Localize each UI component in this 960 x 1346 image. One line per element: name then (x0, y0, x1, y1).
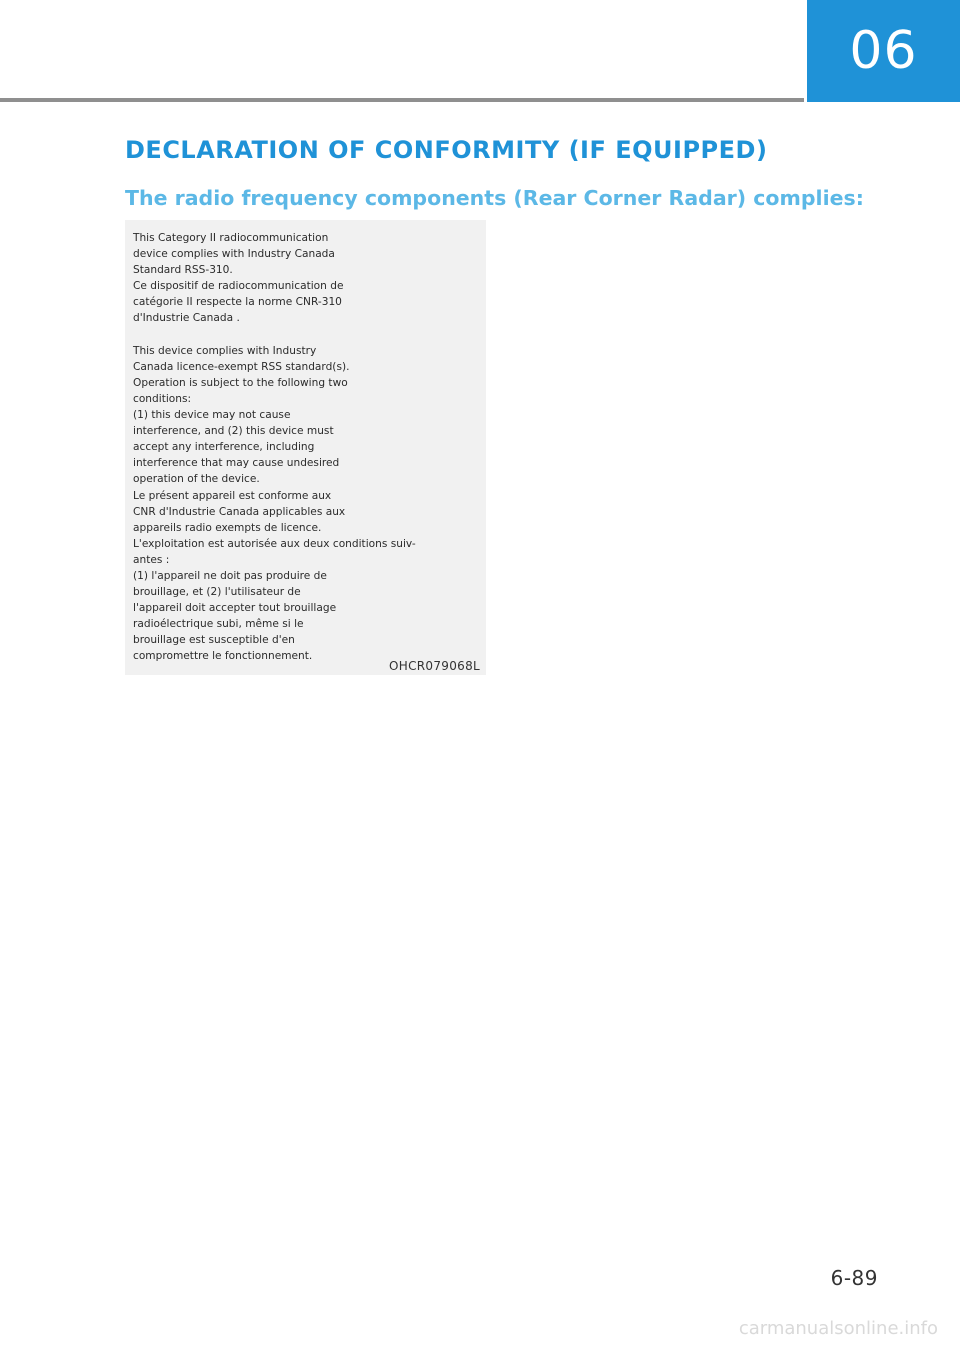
page-number: 6-89 (830, 1266, 878, 1290)
label-line: Le présent appareil est conforme aux (133, 489, 332, 502)
label-line: interference that may cause undesired (133, 457, 340, 470)
label-line: l'appareil doit accepter tout brouillage (133, 602, 337, 615)
label-line: (1) l'appareil ne doit pas produire de (133, 569, 327, 582)
label-line: brouillage, et (2) l'utilisateur de (133, 586, 301, 599)
label-line: Ce dispositif de radiocommunication de (133, 280, 344, 293)
label-line: catégorie II respecte la norme CNR-310 (133, 296, 342, 309)
label-line: device complies with Industry Canada (133, 248, 335, 261)
label-line: d'Industrie Canada . (133, 312, 240, 325)
section-subtitle: The radio frequency components (Rear Corner Radar) complies: (125, 186, 864, 210)
label-line: This device complies with Industry (133, 344, 317, 357)
label-line: appareils radio exempts de licence. (133, 521, 322, 534)
label-line: compromettre le fonctionnement. (133, 650, 313, 663)
label-line: accept any interference, including (133, 441, 315, 454)
header-rule (0, 98, 804, 102)
compliance-label-figure (125, 220, 486, 675)
label-line: Canada licence-exempt RSS standard(s). (133, 360, 350, 373)
figure-code: OHCR079068L (389, 659, 480, 673)
label-line: conditions: (133, 392, 192, 405)
blank-line (133, 327, 483, 343)
label-line: Operation is subject to the following two (133, 376, 348, 389)
label-line: interference, and (2) this device must (133, 425, 334, 438)
section-title: DECLARATION OF CONFORMITY (IF EQUIPPED) (125, 136, 768, 164)
label-line: operation of the device. (133, 473, 260, 486)
label-line: antes : (133, 553, 170, 566)
watermark: carmanualsonline.info (738, 1318, 938, 1339)
label-line: (1) this device may not cause (133, 409, 291, 422)
compliance-label-text (133, 230, 483, 665)
label-line: CNR d'Industrie Canada applicables aux (133, 505, 346, 518)
label-line: Standard RSS-310. (133, 264, 233, 277)
label-line: L'exploitation est autorisée aux deux conditions suiv- (133, 537, 416, 550)
label-line: This Category II radiocommunication (133, 232, 329, 244)
label-line: radioélectrique subi, même si le (133, 618, 304, 631)
chapter-tab: 06 (807, 0, 960, 102)
label-line: brouillage est susceptible d'en (133, 634, 295, 647)
